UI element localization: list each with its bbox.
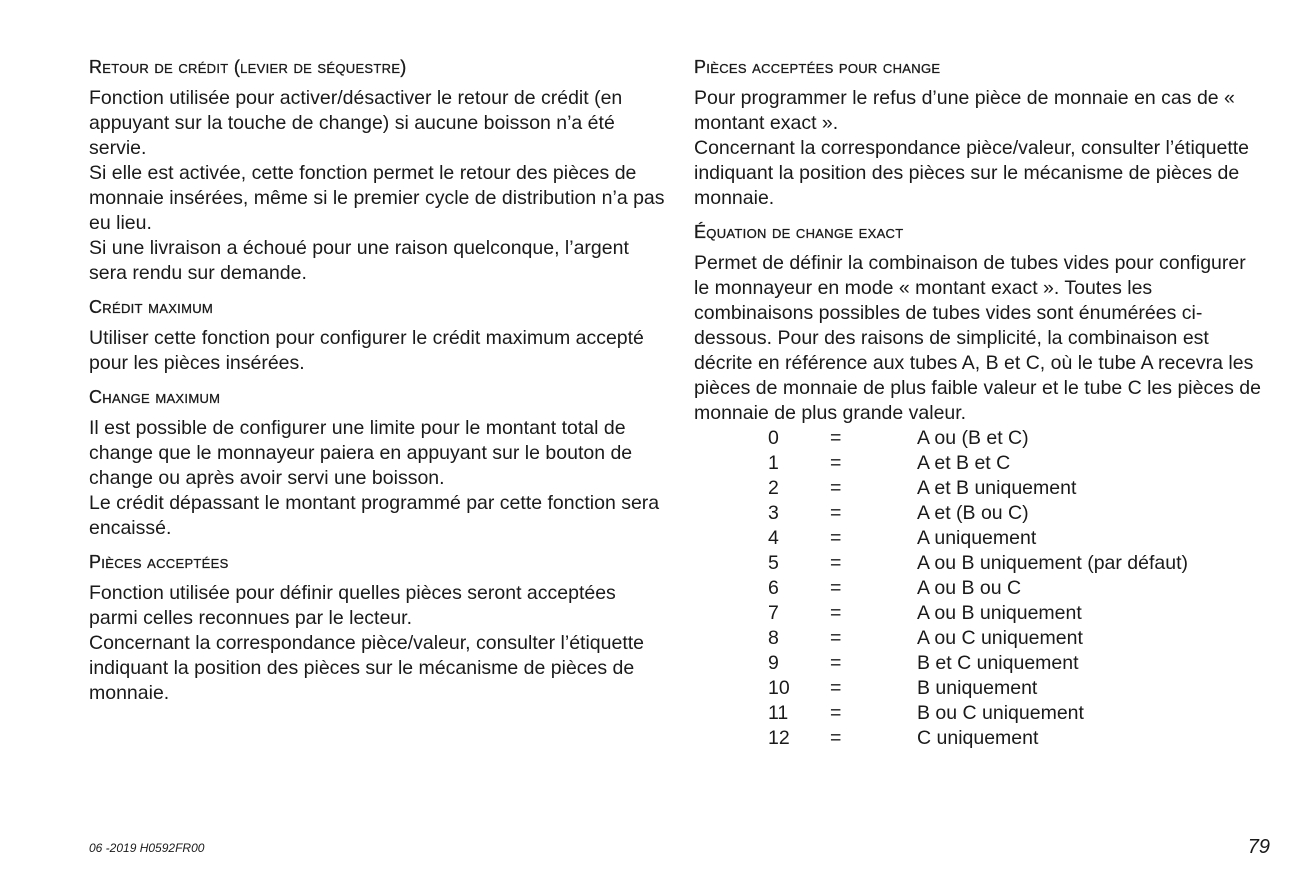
section-heading: Change maximum — [89, 387, 221, 407]
paragraph: Concernant la correspondance pièce/valeur, consulter l’étiquette indiquant la position des pièces sur le mécanisme de pièces de monnaie. — [694, 137, 1250, 209]
section-change-maximum — [89, 386, 669, 541]
paragraph: Le crédit dépassant le montant programmé par cette fonction sera encaissé. — [89, 492, 660, 539]
equation-number: 6 — [768, 577, 779, 599]
equation-number: 11 — [768, 702, 789, 724]
document-code: 06 -2019 H0592FR00 — [89, 841, 205, 855]
equation-sign: = — [830, 602, 842, 624]
section-equation-change — [694, 221, 1266, 751]
equation-sign: = — [830, 552, 842, 574]
equation-description: A ou B uniquement — [917, 602, 1082, 624]
equation-sign: = — [830, 677, 842, 699]
equation-sign: = — [830, 502, 842, 524]
equation-sign: = — [830, 452, 842, 474]
equation-row — [768, 426, 1188, 451]
equation-description: A ou (B et C) — [917, 427, 1029, 449]
equation-description: B et C uniquement — [917, 652, 1079, 674]
equation-description: A ou B ou C — [917, 577, 1022, 599]
right-column — [694, 56, 1266, 761]
equation-number: 2 — [768, 477, 779, 499]
equation-table — [768, 426, 1188, 751]
page-number: 79 — [1247, 836, 1270, 858]
equation-number: 5 — [768, 552, 779, 574]
equation-row — [768, 726, 1188, 751]
equation-row — [768, 576, 1188, 601]
section-heading: Crédit maximum — [89, 297, 214, 317]
paragraph: Pour programmer le refus d’une pièce de monnaie en cas de « montant exact ». — [694, 87, 1235, 134]
paragraph: Si elle est activée, cette fonction permet le retour des pièces de monnaie insérées, même si le premier cycle de distribution n’a pas eu lieu. — [89, 162, 665, 234]
equation-description: A ou B uniquement (par défaut) — [917, 552, 1189, 574]
left-column — [89, 56, 669, 716]
equation-row — [768, 701, 1188, 726]
equation-row — [768, 651, 1188, 676]
equation-sign: = — [830, 427, 842, 449]
equation-description: A et B uniquement — [917, 477, 1077, 499]
equation-row — [768, 676, 1188, 701]
paragraph: Fonction utilisée pour activer/désactiver le retour de crédit (en appuyant sur la touche de change) si aucune boisson n’a été servie. — [89, 87, 623, 159]
equation-number: 3 — [768, 502, 779, 524]
equation-row — [768, 451, 1188, 476]
section-pieces-change — [694, 56, 1266, 211]
paragraph: Si une livraison a échoué pour une raison quelconque, l’argent sera rendu sur demande. — [89, 237, 629, 284]
equation-sign: = — [830, 702, 842, 724]
equation-description: A ou C uniquement — [917, 627, 1083, 649]
equation-sign: = — [830, 477, 842, 499]
paragraph: Utiliser cette fonction pour configurer le crédit maximum accepté pour les pièces insérées. — [89, 327, 644, 374]
paragraph: Il est possible de configurer une limite pour le montant total de change que le monnayeur paiera en appuyant sur le bouton de change ou après avoir servi une boisson. — [89, 417, 633, 489]
equation-description: A uniquement — [917, 527, 1037, 549]
equation-description: C uniquement — [917, 727, 1039, 749]
equation-description: A et (B ou C) — [917, 502, 1029, 524]
paragraph: Permet de définir la combinaison de tubes vides pour configurer le monnayeur en mode « montant exact ». Toutes les combinaisons possibles de tubes vides sont énumérées ci-dessous. Pour des raisons de simplicité, la combinaison est décrite en référence aux tubes A, B et C, où le tube A recevra les pièces de monnaie de plus faible valeur et le tube C les pièces de monnaie de plus grande valeur. — [694, 252, 1261, 424]
section-pieces-acceptees — [89, 551, 669, 706]
section-heading: Équation de change exact — [694, 222, 904, 242]
equation-number: 10 — [768, 677, 790, 699]
paragraph: Concernant la correspondance pièce/valeur, consulter l’étiquette indiquant la position des pièces sur le mécanisme de pièces de monnaie. — [89, 632, 645, 704]
equation-row — [768, 626, 1188, 651]
section-heading: Retour de crédit (levier de séquestre) — [89, 57, 407, 77]
equation-number: 8 — [768, 627, 779, 649]
equation-number: 4 — [768, 527, 779, 549]
equation-sign: = — [830, 577, 842, 599]
paragraph: Fonction utilisée pour définir quelles pièces seront acceptées parmi celles reconnues par le lecteur. — [89, 582, 616, 629]
equation-row — [768, 601, 1188, 626]
equation-number: 9 — [768, 652, 779, 674]
equation-sign: = — [830, 527, 842, 549]
equation-number: 12 — [768, 727, 790, 749]
equation-number: 0 — [768, 427, 779, 449]
equation-description: B uniquement — [917, 677, 1038, 699]
equation-row — [768, 476, 1188, 501]
equation-number: 1 — [768, 452, 779, 474]
section-heading: Pièces acceptées pour change — [694, 57, 941, 77]
equation-description: B ou C uniquement — [917, 702, 1084, 724]
equation-sign: = — [830, 652, 842, 674]
section-heading: Pièces acceptées — [89, 552, 229, 572]
equation-row — [768, 526, 1188, 551]
equation-row — [768, 551, 1188, 576]
equation-sign: = — [830, 727, 842, 749]
section-retour-credit — [89, 56, 669, 286]
equation-description: A et B et C — [917, 452, 1011, 474]
section-credit-maximum — [89, 296, 669, 376]
equation-row — [768, 501, 1188, 526]
equation-number: 7 — [768, 602, 779, 624]
equation-sign: = — [830, 627, 842, 649]
